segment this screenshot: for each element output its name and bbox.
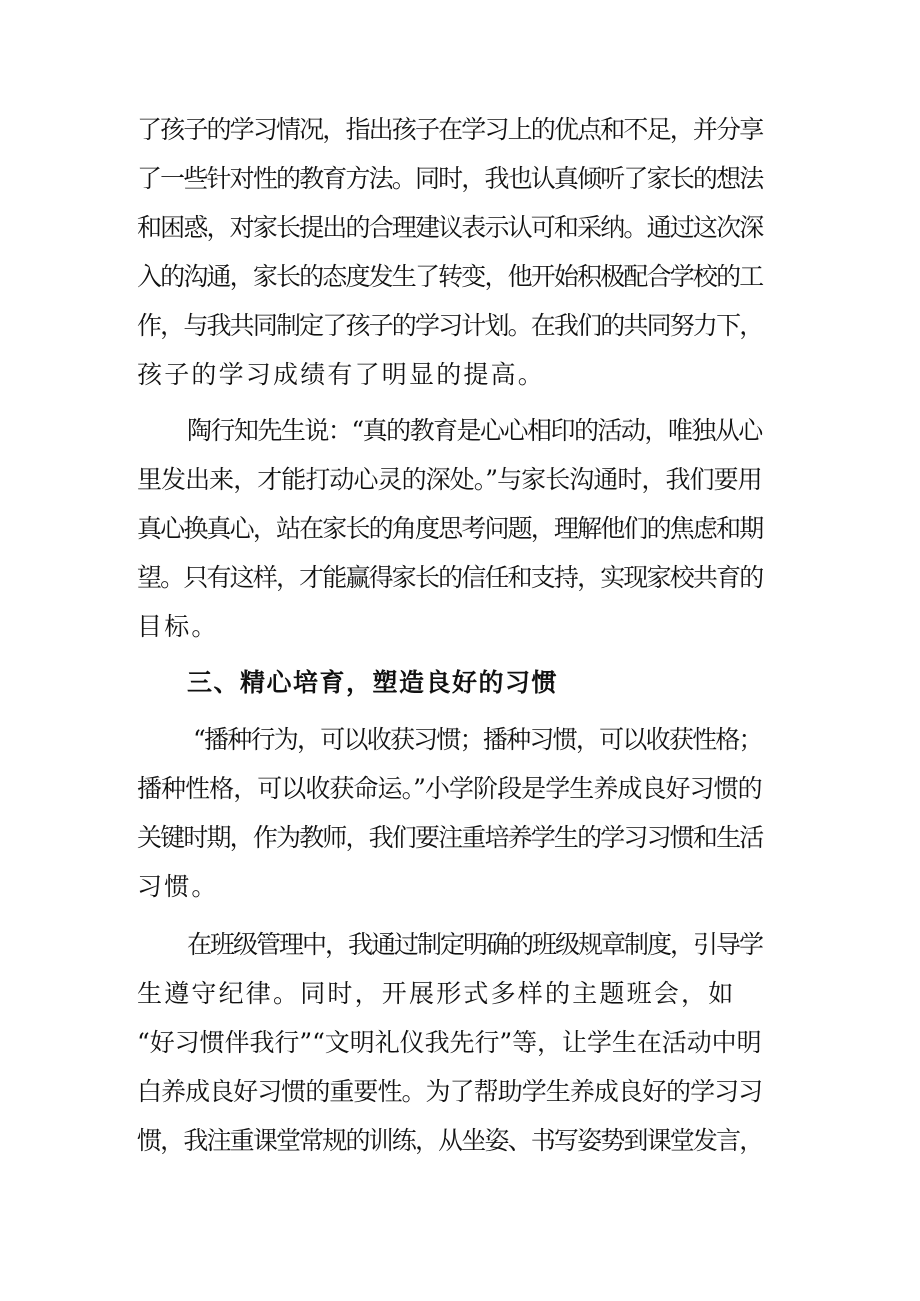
paragraph-2-line-5: 目标。 <box>137 612 219 641</box>
paragraph-1-line-3: 和困惑，对家长提出的合理建议表示认可和采纳。通过这次深 <box>137 213 763 242</box>
paragraph-2-line-2: 里发出来，才能打动心灵的深处。”与家长沟通时，我们要用 <box>137 465 762 494</box>
paragraph-1-line-4: 入的沟通，家长的态度发生了转变，他开始积极配合学校的工 <box>137 262 763 291</box>
paragraph-4-line-1: 在班级管理中，我通过制定明确的班级规章制度，引导学 <box>187 930 763 959</box>
paragraph-3-line-3: 关键时期，作为教师，我们要注重培养学生的学习习惯和生活 <box>137 823 763 852</box>
paragraph-4-line-3: “好习惯伴我行”“文明礼仪我先行”等，让学生在活动中明 <box>137 1028 762 1057</box>
paragraph-4-line-5: 惯，我注重课堂常规的训练，从坐姿、书写姿势到课堂发言， <box>137 1126 763 1155</box>
paragraph-1-line-6: 孩子的学习成绩有了明显的提高。 <box>137 360 546 389</box>
paragraph-3-line-2: 播种性格，可以收获命运。”小学阶段是学生养成良好习惯的 <box>137 774 762 803</box>
paragraph-2-line-1: 陶行知先生说：“真的教育是心心相印的活动，唯独从心 <box>187 416 762 445</box>
paragraph-1-line-1: 了孩子的学习情况，指出孩子在学习上的优点和不足，并分享 <box>137 115 763 144</box>
section-heading: 三、精心培育，塑造良好的习惯 <box>187 668 559 697</box>
paragraph-4-line-4: 白养成良好习惯的重要性。为了帮助学生养成良好的学习习 <box>137 1077 763 1106</box>
paragraph-3-line-1: “播种行为，可以收获习惯；播种习惯，可以收获性格； <box>193 725 762 754</box>
paragraph-2-line-3: 真心换真心，站在家长的角度思考问题，理解他们的焦虑和期 <box>137 514 763 543</box>
paragraph-2-line-4: 望。只有这样，才能赢得家长的信任和支持，实现家校共育的 <box>137 563 763 592</box>
paragraph-1-line-2: 了一些针对性的教育方法。同时，我也认真倾听了家长的想法 <box>137 164 763 193</box>
paragraph-3-line-4: 习惯。 <box>137 872 219 901</box>
paragraph-1-line-5: 作，与我共同制定了孩子的学习计划。在我们的共同努力下， <box>137 311 763 340</box>
paragraph-4-line-2: 生遵守纪律。同时，开展形式多样的主题班会，如 <box>137 979 736 1008</box>
